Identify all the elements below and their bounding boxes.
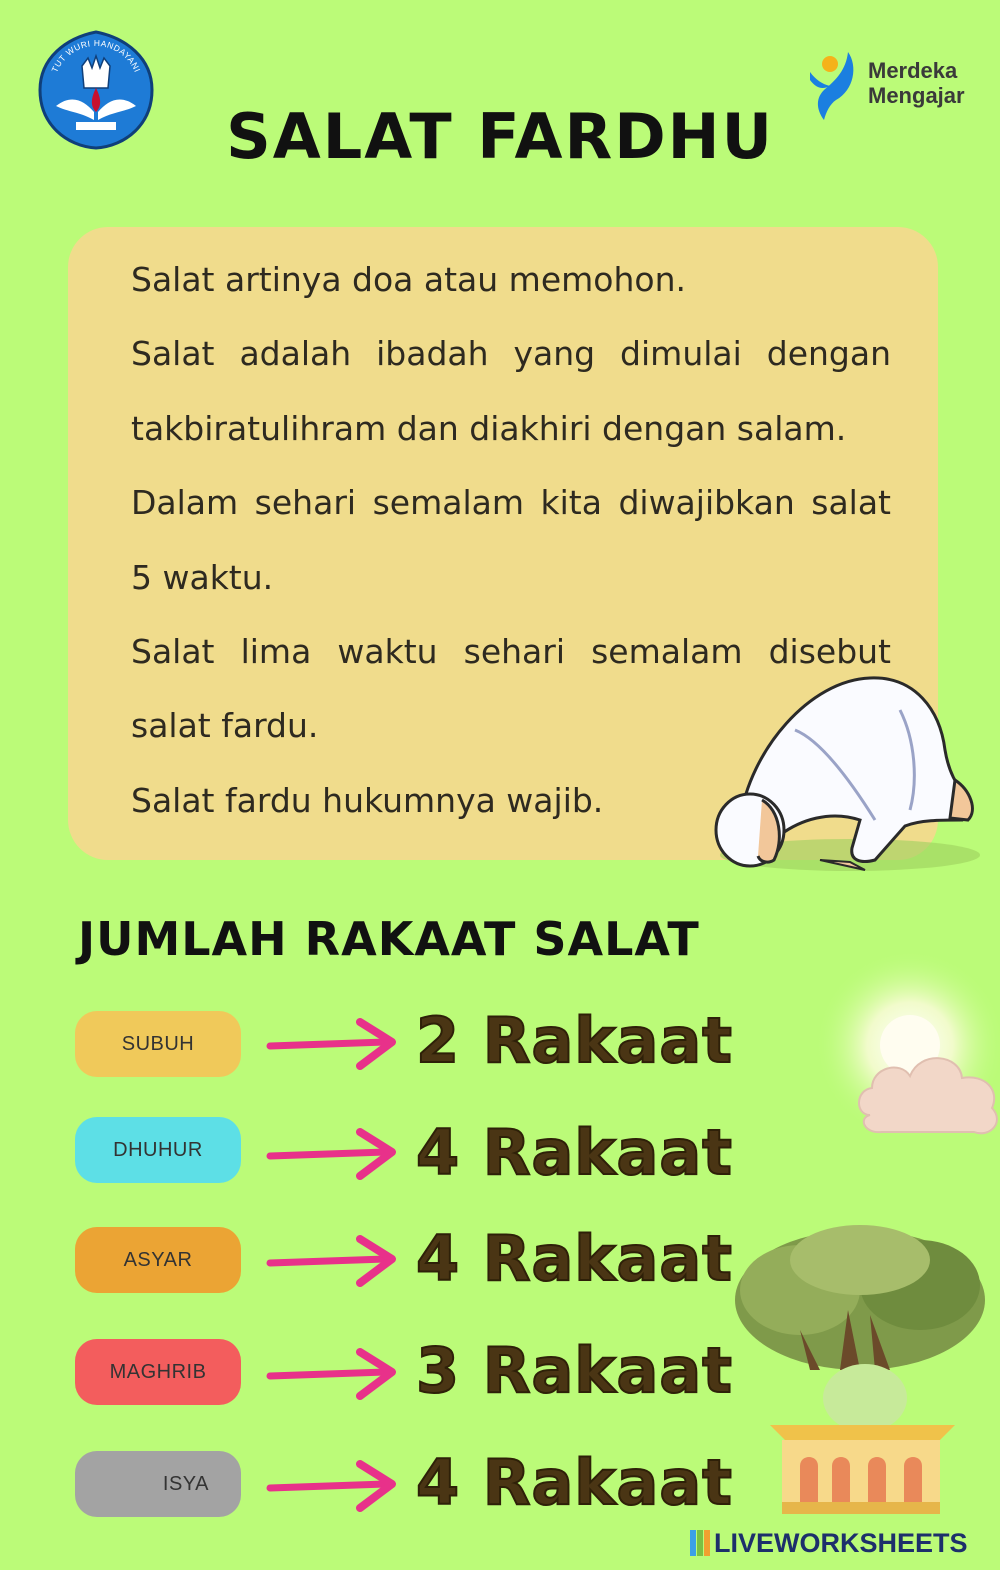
rakaat-count-maghrib: 3 Rakaat (416, 1334, 733, 1407)
liveworksheets-icon (690, 1530, 710, 1556)
prayer-pill-dhuhur: DHUHUR (75, 1117, 241, 1183)
arrow-icon (266, 1124, 398, 1184)
prayer-pill-subuh: SUBUH (75, 1011, 241, 1077)
praying-figure-illustration (700, 670, 990, 885)
tree-mosque-illustration (720, 1220, 1000, 1520)
prayer-pill-asyar: ASYAR (75, 1227, 241, 1293)
rakaat-count-dhuhur: 4 Rakaat (416, 1116, 733, 1189)
rakaat-count-isya: 4 Rakaat (416, 1446, 733, 1519)
rakaat-section-title: JUMLAH RAKAAT SALAT (78, 912, 700, 966)
rakaat-count-asyar: 4 Rakaat (416, 1222, 733, 1295)
sun-cloud-illustration (760, 950, 1000, 1150)
brand-line-2: Mengajar (868, 83, 965, 108)
arrow-icon (266, 1014, 398, 1074)
arrow-icon (266, 1231, 398, 1291)
watermark-text: LIVEWORKSHEETS (714, 1527, 968, 1558)
arrow-icon (266, 1456, 398, 1516)
prayer-pill-maghrib: MAGHRIB (75, 1339, 241, 1405)
info-paragraph: Salat lima waktu sehari semalam disebut salat fardu. (131, 632, 891, 746)
info-paragraph: Salat adalah ibadah yang dimulai dengan takbiratulihram dan diakhiri dengan salam. (131, 334, 891, 448)
emblem-motto: TUT WURI HANDAYANI (49, 37, 143, 74)
arrow-icon (266, 1344, 398, 1404)
brand-line-1: Merdeka (868, 58, 958, 83)
info-paragraph: Salat fardu hukumnya wajib. (131, 780, 604, 820)
info-paragraph: Dalam sehari semalam kita diwajibkan salat 5 waktu. (131, 483, 891, 597)
prayer-pill-isya: ISYA (75, 1451, 241, 1517)
rakaat-count-subuh: 2 Rakaat (416, 1004, 733, 1077)
page-title: SALAT FARDHU (226, 100, 774, 173)
liveworksheets-watermark (690, 1526, 990, 1560)
info-paragraph: Salat artinya doa atau memohon. (131, 260, 686, 299)
